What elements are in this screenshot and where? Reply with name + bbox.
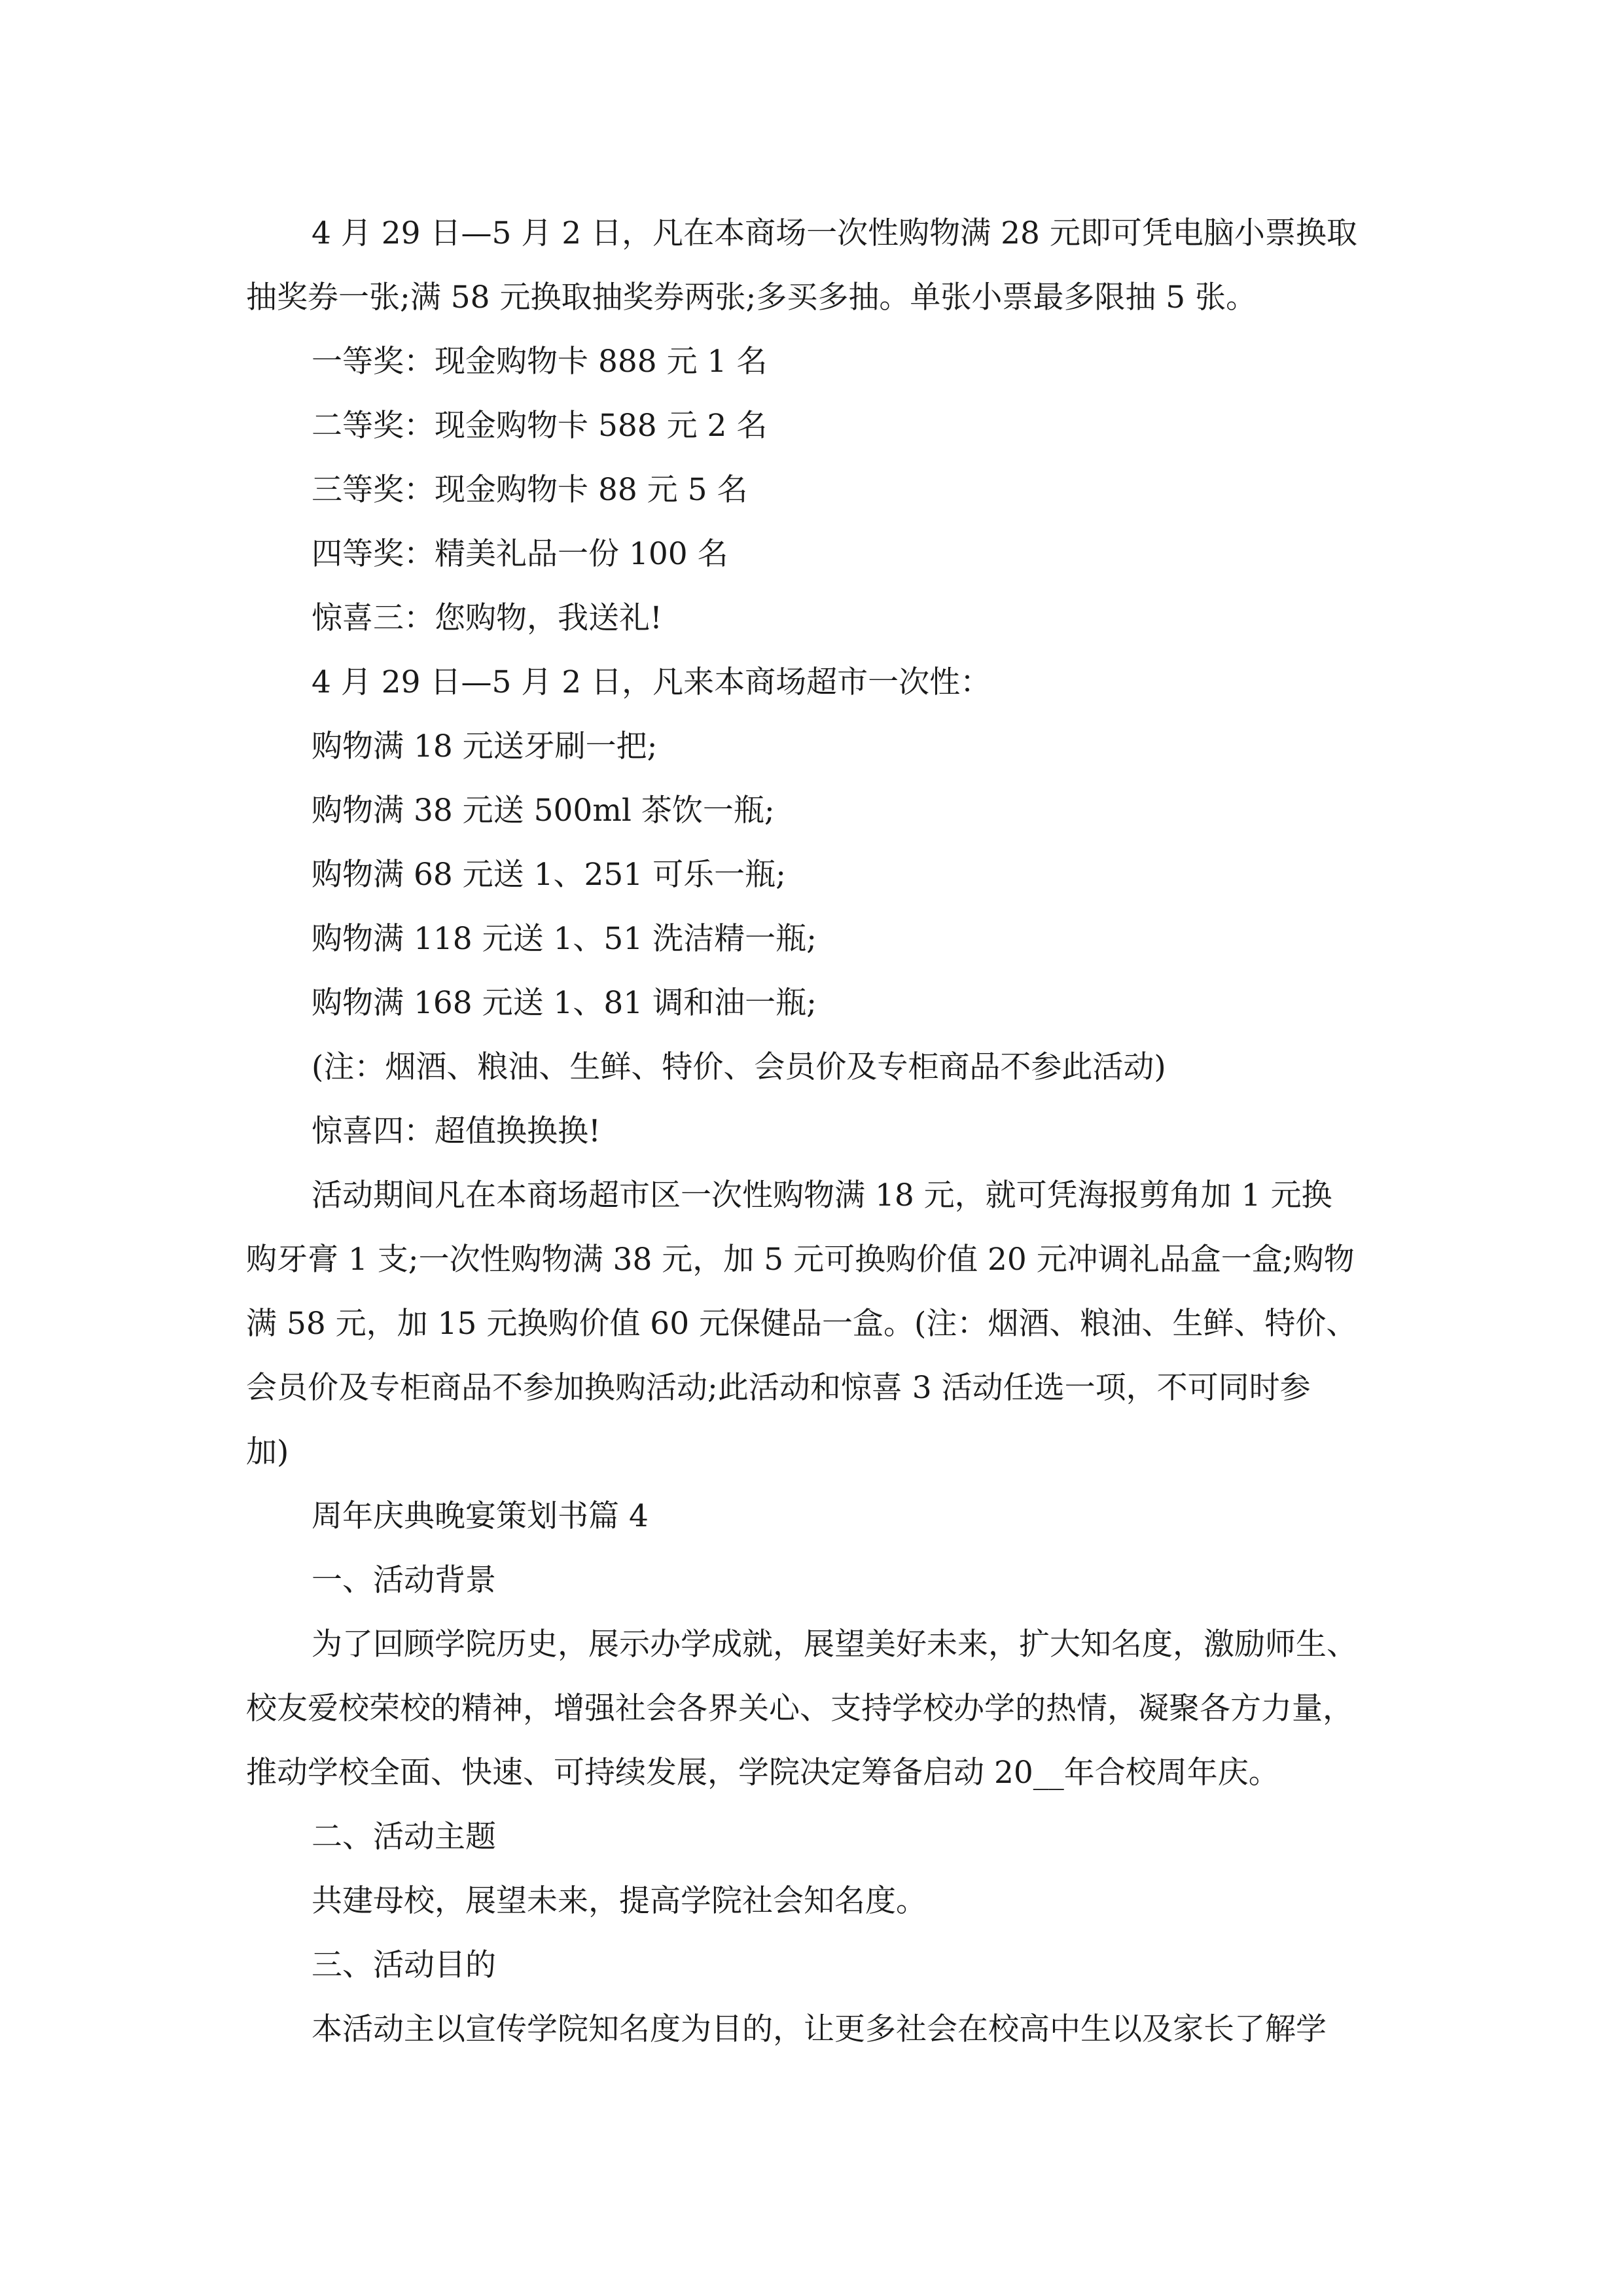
paragraph-line: 为了回顾学院历史，展示办学成就，展望美好未来，扩大知名度，激励师生、 [312, 1626, 1357, 1662]
gift-line: 购物满 68 元送 1、251 可乐一瓶; [312, 857, 787, 893]
document-body [246, 202, 1398, 2062]
paragraph-line: 会员价及专柜商品不参加换购活动;此活动和惊喜 3 活动任选一项，不可同时参 [246, 1370, 1311, 1406]
gift-line: 购物满 168 元送 1、81 调和油一瓶; [312, 985, 817, 1021]
section-heading: 一、活动背景 [312, 1562, 496, 1598]
paragraph-line: 活动期间凡在本商场超市区一次性购物满 18 元，就可凭海报剪角加 1 元换 [312, 1177, 1332, 1213]
article-title: 周年庆典晚宴策划书篇 4 [312, 1498, 649, 1534]
paragraph-line: 购牙膏 1 支;一次性购物满 38 元，加 5 元可换购价值 20 元冲调礼品盒一盒;购物 [246, 1242, 1355, 1278]
section-heading: 二、活动主题 [312, 1819, 496, 1855]
section-heading: 惊喜三：您购物，我送礼! [312, 600, 662, 636]
paragraph-line: 本活动主以宣传学院知名度为目的，让更多社会在校高中生以及家长了解学 [312, 2011, 1327, 2047]
paragraph-line: 共建母校，展望未来，提高学院社会知名度。 [312, 1883, 927, 1919]
paragraph-line: 4 月 29 日—5 月 2 日，凡来本商场超市一次性： [312, 664, 991, 700]
paragraph-line: 校友爱校荣校的精神，增强社会各界关心、支持学校办学的热情，凝聚各方力量， [246, 1691, 1353, 1727]
note-line: (注：烟酒、粮油、生鲜、特价、会员价及专柜商品不参此活动) [312, 1049, 1166, 1085]
paragraph-line: 加) [246, 1434, 289, 1470]
prize-line-second: 二等奖：现金购物卡 588 元 2 名 [312, 408, 768, 444]
prize-line-first: 一等奖：现金购物卡 888 元 1 名 [312, 344, 768, 380]
prize-line-third: 三等奖：现金购物卡 88 元 5 名 [312, 472, 748, 508]
gift-line: 购物满 38 元送 500ml 茶饮一瓶; [312, 793, 775, 829]
paragraph-line: 推动学校全面、快速、可持续发展，学院决定筹备启动 20__年合校周年庆。 [246, 1755, 1279, 1791]
prize-line-fourth: 四等奖：精美礼品一份 100 名 [312, 536, 728, 572]
paragraph-line: 4 月 29 日—5 月 2 日，凡在本商场一次性购物满 28 元即可凭电脑小票换取 [312, 215, 1357, 251]
paragraph-line: 抽奖券一张;满 58 元换取抽奖券两张;多买多抽。单张小票最多限抽 5 张。 [246, 279, 1257, 315]
section-heading: 三、活动目的 [312, 1947, 496, 1983]
gift-line: 购物满 18 元送牙刷一把; [312, 728, 658, 764]
gift-line: 购物满 118 元送 1、51 洗洁精一瓶; [312, 921, 817, 957]
section-heading: 惊喜四：超值换换换! [312, 1113, 601, 1149]
paragraph-line: 满 58 元，加 15 元换购价值 60 元保健品一盒。(注：烟酒、粮油、生鲜、特价、 [246, 1306, 1357, 1342]
